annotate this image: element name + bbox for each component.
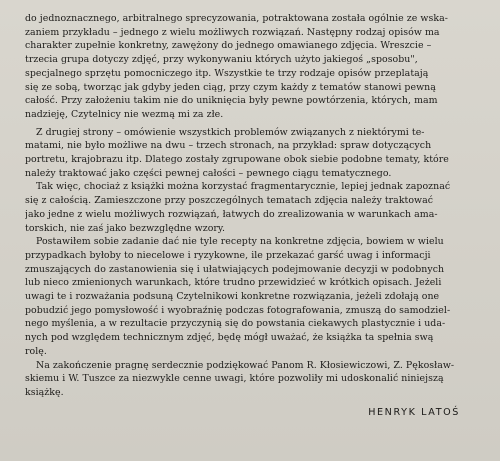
text-line: nadzieję, Czytelnicy nie wezmą mi za złe. xyxy=(25,108,224,120)
paragraph-reading xyxy=(25,180,480,235)
text-line: się ze sobą, tworząc jak gdyby jeden ciąg, przy czym każdy z tematów stanowi pewną xyxy=(25,81,436,93)
text-line: rolę. xyxy=(25,345,47,357)
text-line: lub nieco zmienionych warunkach, które trudno przewidzieć w krótkich opisach. Jeżeli xyxy=(25,277,442,289)
paragraph-goal xyxy=(25,235,480,358)
text-line: się z całością. Zamieszczone przy poszczególnych tematach zdjęcia należy traktować xyxy=(25,195,434,207)
text-line: książkę. xyxy=(25,386,64,398)
text-line: całość. Przy założeniu takim nie do uniknięcia były pewne powtórzenia, których, mam xyxy=(25,95,438,107)
text-line: Z drugiej strony – omówienie wszystkich problemów związanych z niektórymi te- xyxy=(36,126,425,138)
text-line: specjalnego sprzętu pomocniczego itp. Wszystkie te trzy rodzaje opisów przeplatają xyxy=(25,67,429,79)
text-line: należy traktować jako części pewnej całości – pewnego ciągu tematycznego. xyxy=(25,167,392,179)
text-line: zmuszających do zastanowienia się i ułatwiających podejmowanie decyzji w podobnych xyxy=(25,263,445,275)
text-line: uwagi te i rozważania podsuną Czytelnikowi konkretne rozwiązania, jeżeli zdołają one xyxy=(25,291,440,303)
text-line: zaniem przykładu – jednego z wielu możliwych rozwiązań. Następny rodzaj opisów ma xyxy=(25,26,440,38)
text-line: torskich, nie zaś jako bezwzględne wzory. xyxy=(25,222,226,234)
text-line: nego myślenia, a w rezultacie przyczynią się do powstania ciekawych plastycznie i uda- xyxy=(25,318,446,330)
text-line: charakter zupełnie konkretny, zawężony do jednego omawianego zdjęcia. Wreszcie – xyxy=(25,40,432,52)
text-line: matami, nie było możliwe na dwu – trzech stronach, na przykład: spraw dotyczących xyxy=(25,140,432,152)
text-line: jako jedne z wielu możliwych rozwiązań, łatwych do zrealizowania w warunkach ama- xyxy=(25,208,438,220)
text-line: przypadkach byłoby to niecelowe i ryzykowne, ile przekazać garść uwag i informacji xyxy=(25,249,431,261)
text-line: Na zakończenie pragnę serdecznie podziękować Panom R. Kłosiewiczowi, Z. Pękosław- xyxy=(36,359,455,371)
paragraph-thanks xyxy=(25,359,480,400)
text-line: Postawiłem sobie zadanie dać nie tyle recepty na konkretne zdjęcia, bowiem w wielu xyxy=(36,236,444,248)
paragraph-intro xyxy=(25,12,480,122)
text-line: Tak więc, chociaż z książki można korzystać fragmentarycznie, lepiej jednak zapoznać xyxy=(36,181,451,193)
text-line: pobudzić jego pomysłowość i wyobraźnię podczas fotografowania, zmuszą do samodziel- xyxy=(25,304,451,316)
author-signature: HENRYK LATOŚ xyxy=(368,407,460,418)
text-line: skiemu i W. Tuszce za niezwykle cenne uwagi, które pozwoliły mi udoskonalić niniejszą xyxy=(25,373,444,385)
text-line: portretu, krajobrazu itp. Dlatego zostały zgrupowane obok siebie podobne tematy, które xyxy=(25,154,449,166)
text-line: trzecia grupa dotyczy zdjęć, przy wykonywaniu których użyto jakiegoś „sposobu", xyxy=(25,54,418,66)
text-line: nych pod względem technicznym zdjęć, będę mógł uważać, że książka ta spełnia swą xyxy=(25,332,434,344)
text-line: do jednoznacznego, arbitralnego sprecyzowania, potraktowana została ogólnie ze wska- xyxy=(25,13,448,24)
paragraph-topics xyxy=(25,126,480,181)
